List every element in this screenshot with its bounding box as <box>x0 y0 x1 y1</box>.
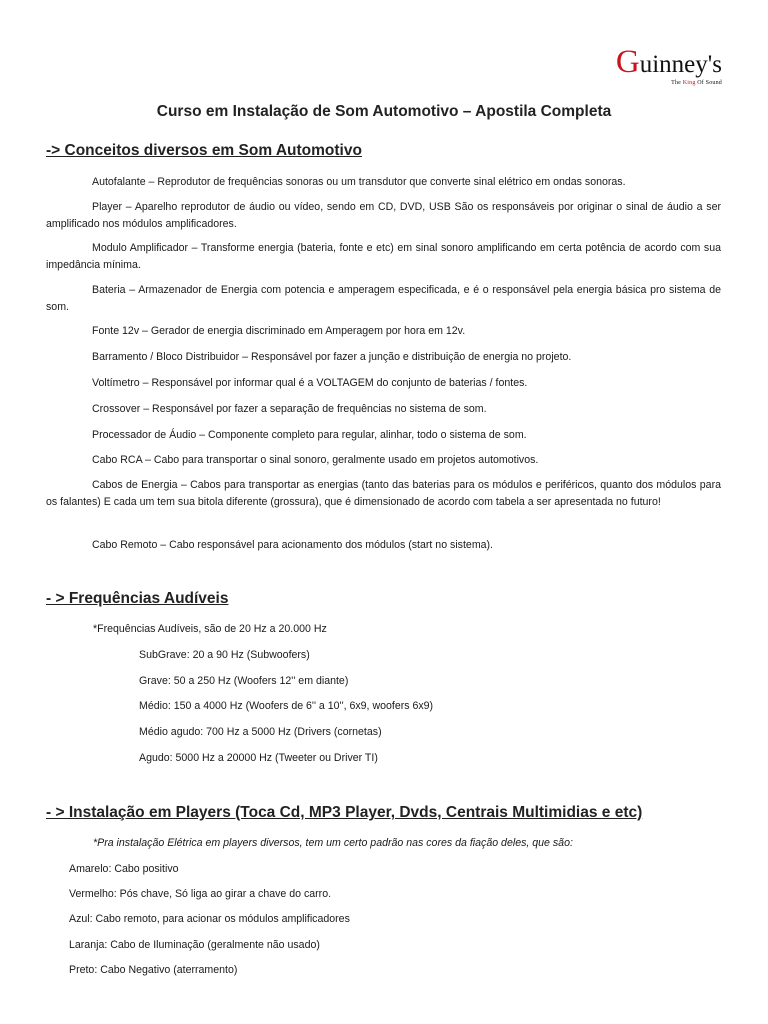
paragraph-text: Modulo Amplificador – Transforme energia (bateria, fonte e etc) em sinal sonoro amplificando em certa potência de acordo com sua impedância mínima. <box>46 242 721 271</box>
wire-color-item: Azul: Cabo remoto, para acionar os módulos amplificadores <box>69 913 350 925</box>
section-heading-players: - > Instalação em Players (Toca Cd, MP3 Player, Dvds, Centrais Multimidias e etc) <box>46 804 643 821</box>
paragraph-text: Processador de Áudio – Componente completo para regular, alinhar, todo o sistema de som. <box>92 429 527 441</box>
paragraph-text: Crossover – Responsável por fazer a separação de frequências no sistema de som. <box>92 403 487 415</box>
logo-first-letter: G <box>615 44 640 80</box>
paragraph-text: Cabos de Energia – Cabos para transportar as energias (tanto das baterias para os módulos e periféricos, quanto dos módulos para os falantes) E cada um tem sua bitola diferente (grossura), que é dimensionado de acordo com tabela a ser apresentada no futuro! <box>46 479 721 508</box>
frequency-item: Médio agudo: 700 Hz a 5000 Hz (Drivers (cornetas) <box>139 726 382 738</box>
paragraph-text: Fonte 12v – Gerador de energia discriminado em Amperagem por hora em 12v. <box>92 325 466 337</box>
logo-rest: uinney's <box>639 51 722 78</box>
paragraph <box>46 537 721 554</box>
paragraph <box>46 401 721 418</box>
paragraph <box>46 349 721 366</box>
paragraph <box>46 477 721 510</box>
wire-color-item: Laranja: Cabo de Iluminação (geralmente não usado) <box>69 939 320 951</box>
wire-color-item: Preto: Cabo Negativo (aterramento) <box>69 964 238 976</box>
paragraph-text: Bateria – Armazenador de Energia com potencia e amperagem especificada, e é o responsável pela energia básica pro sistema de som. <box>46 284 721 313</box>
paragraph <box>46 240 721 273</box>
paragraph-text: Cabo RCA – Cabo para transportar o sinal sonoro, geralmente usado em projetos automotivos. <box>92 454 539 466</box>
logo-tag-pre: The <box>671 80 683 86</box>
players-intro: *Pra instalação Elétrica em players diversos, tem um certo padrão nas cores da fiação deles, que são: <box>93 837 573 849</box>
paragraph <box>46 375 721 392</box>
logo-tagline <box>616 79 722 87</box>
paragraph <box>46 174 721 191</box>
frequency-item: Agudo: 5000 Hz a 20000 Hz (Tweeter ou Driver TI) <box>139 752 378 764</box>
paragraph <box>46 323 721 340</box>
document-title: Curso em Instalação de Som Automotivo – Apostila Completa <box>156 103 612 120</box>
paragraph-text: Autofalante – Reprodutor de frequências sonoras ou um transdutor que converte sinal elétrico em ondas sonoras. <box>92 176 626 188</box>
paragraph <box>46 199 721 232</box>
frequency-item: Grave: 50 a 250 Hz (Woofers 12'' em diante) <box>139 675 349 687</box>
section-heading-conceitos: -> Conceitos diversos em Som Automotivo <box>46 142 362 159</box>
section-heading-frequencias: - > Frequências Audíveis <box>46 590 229 607</box>
paragraph-text: Voltímetro – Responsável por informar qual é a VOLTAGEM do conjunto de baterias / fontes. <box>92 377 528 389</box>
frequency-intro: *Frequências Audíveis, são de 20 Hz a 20.000 Hz <box>93 623 327 635</box>
brand-logo <box>615 44 722 87</box>
logo-tag-king: King <box>682 80 696 86</box>
logo-wordmark <box>615 44 722 80</box>
paragraph <box>46 427 721 444</box>
wire-color-item: Vermelho: Pós chave, Só liga ao girar a chave do carro. <box>69 888 332 900</box>
logo-tag-post: Of Sound <box>695 80 722 86</box>
paragraph <box>46 282 721 315</box>
paragraph <box>46 452 721 469</box>
frequency-item: SubGrave: 20 a 90 Hz (Subwoofers) <box>139 649 310 661</box>
paragraph-text: Barramento / Bloco Distribuidor – Responsável por fazer a junção e distribuição de energia no projeto. <box>92 351 572 363</box>
paragraph-text: Cabo Remoto – Cabo responsável para acionamento dos módulos (start no sistema). <box>92 539 494 551</box>
wire-color-item: Amarelo: Cabo positivo <box>69 863 179 875</box>
frequency-item: Médio: 150 a 4000 Hz (Woofers de 6'' a 10'', 6x9, woofers 6x9) <box>139 700 434 712</box>
paragraph-text: Player – Aparelho reprodutor de áudio ou vídeo, sendo em CD, DVD, USB São os responsáveis por originar o sinal de áudio a ser amplificado nos módulos amplificadores. <box>46 201 721 230</box>
